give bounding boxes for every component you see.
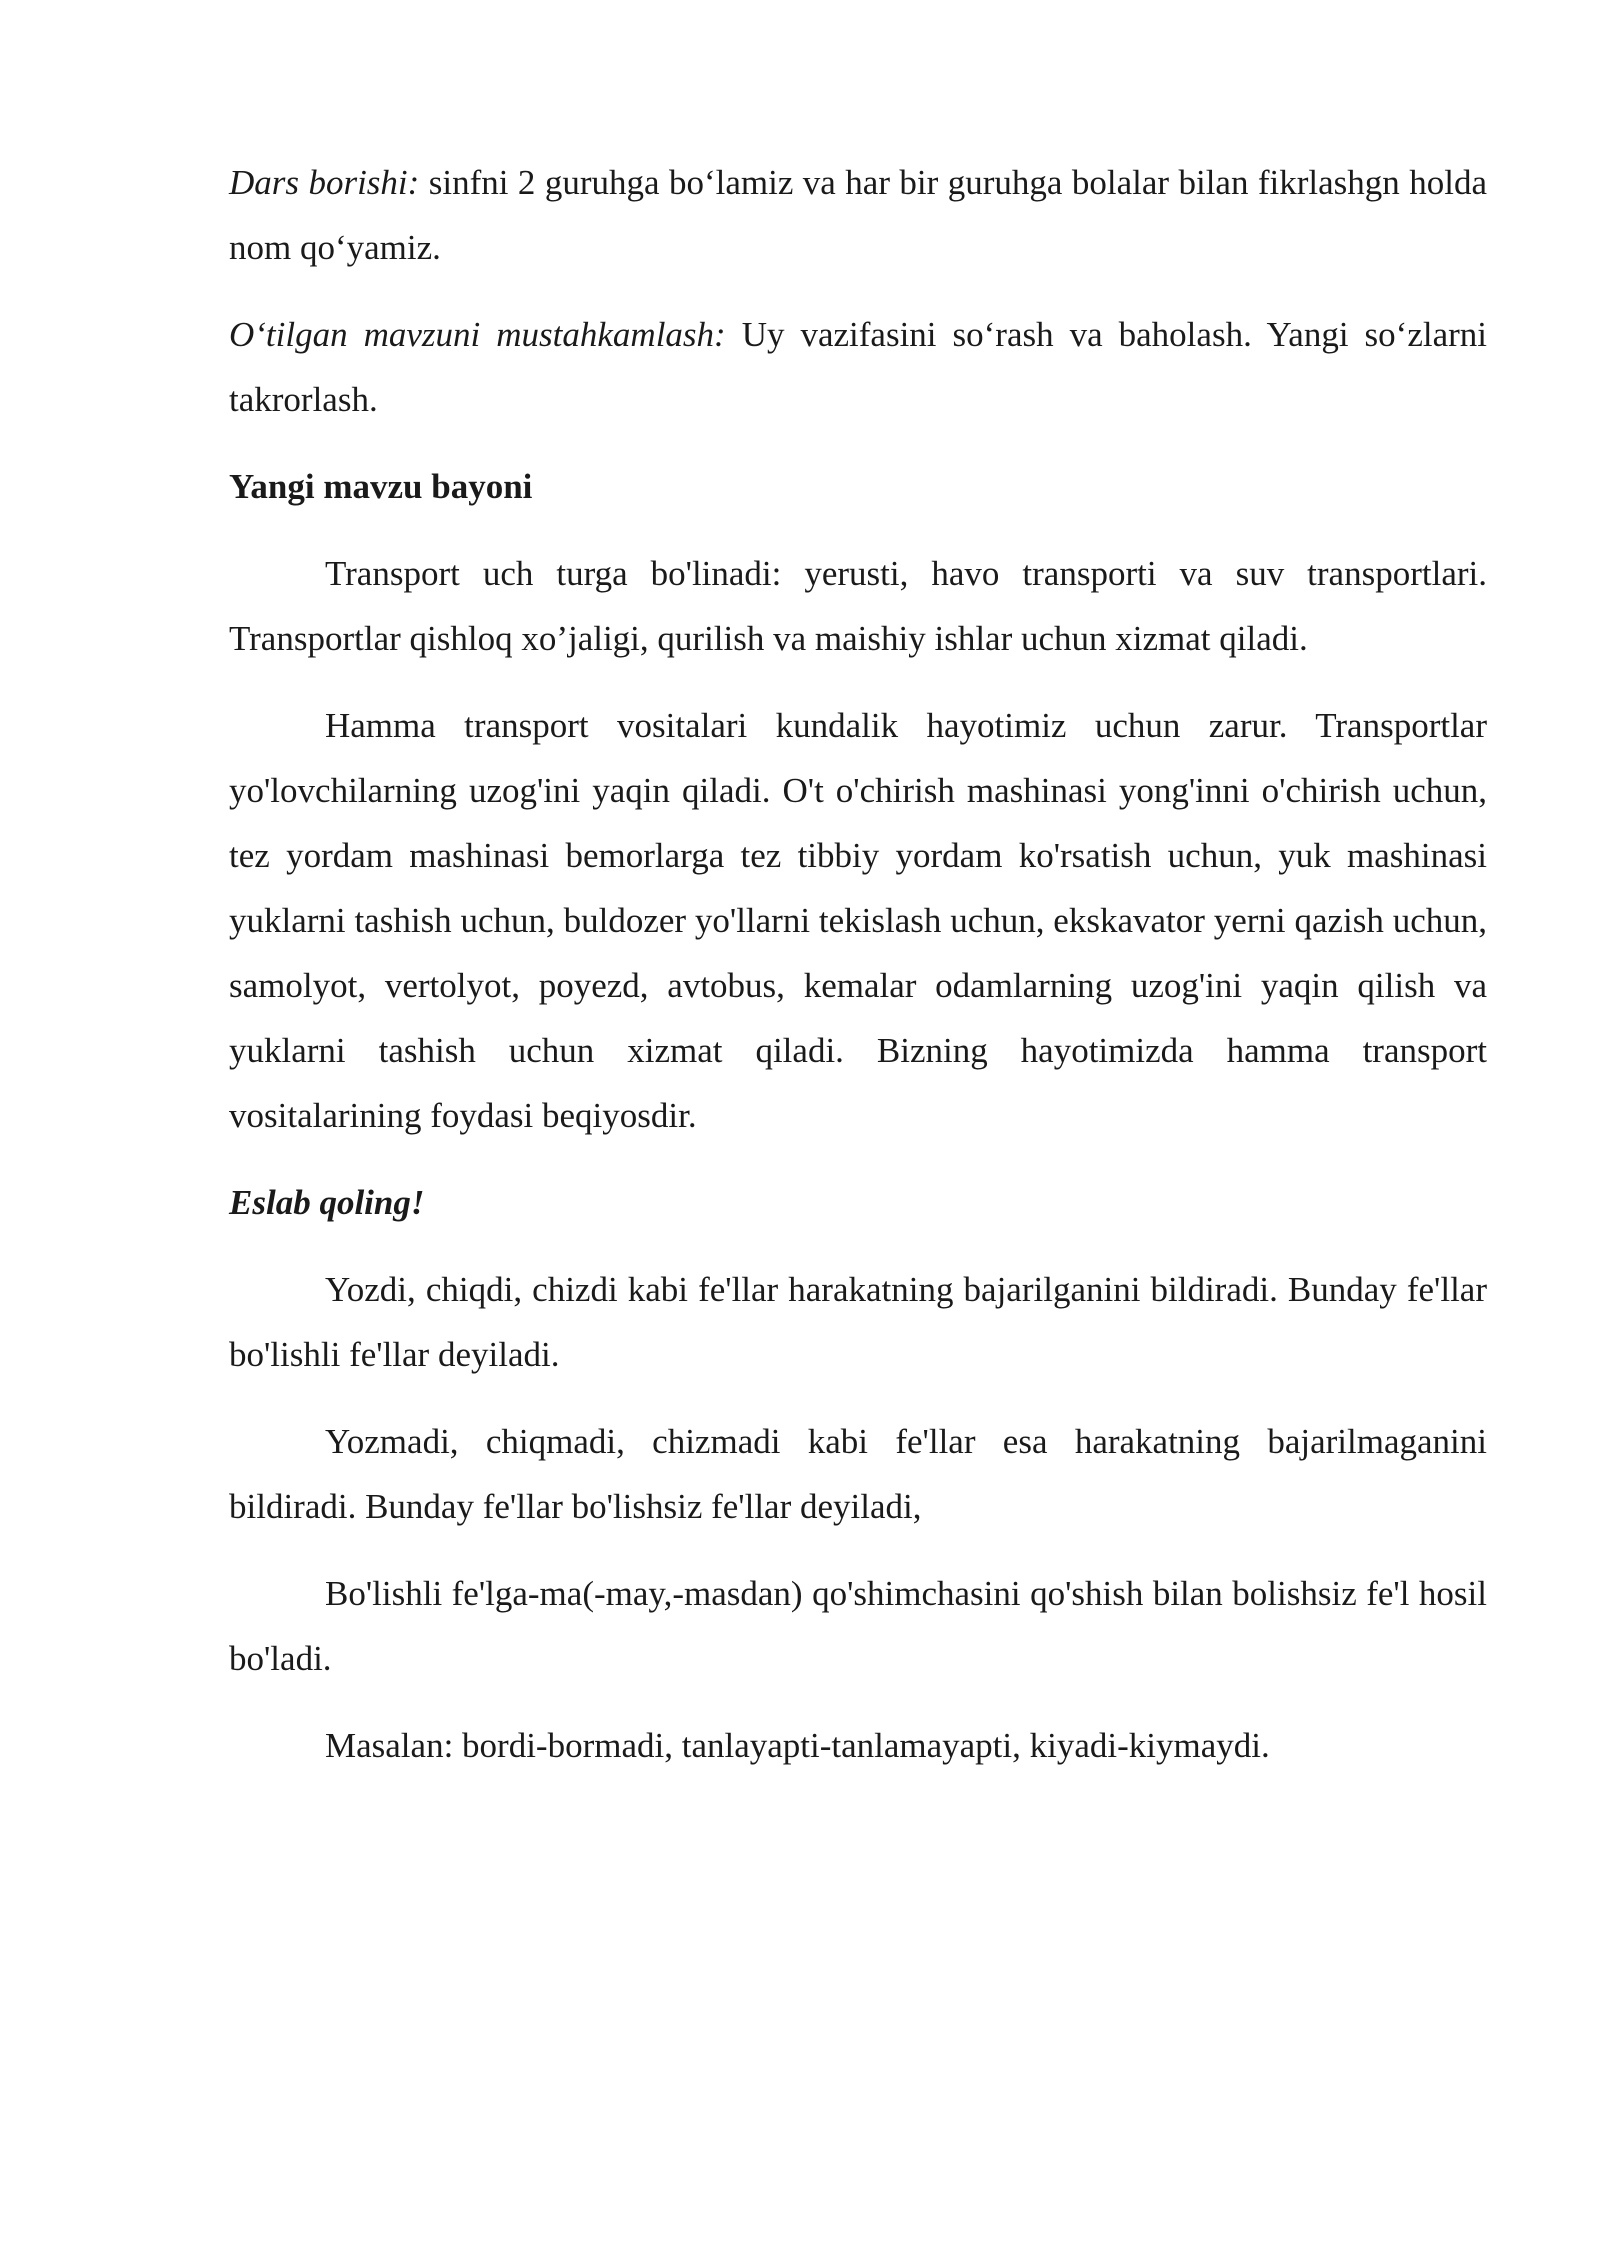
document-page <box>229 150 1487 1800</box>
lesson-procedure-paragraph <box>229 150 1487 280</box>
remember-heading: Eslab qoling! <box>229 1183 425 1222</box>
lesson-procedure-label: Dars borishi: <box>229 163 420 202</box>
reinforcement-label: O‘tilgan mavzuni mustahkamlash: <box>229 315 726 354</box>
lesson-procedure-text: sinfni 2 guruhga bo‘lamiz va har bir guruhga bolalar bilan fikrlashgn holda nom qo‘yamiz. <box>229 163 1487 267</box>
suffix-rule-paragraph: Bo'lishli fe'lga-ma(-may,-masdan) qo'shimchasini qo'shish bilan bolishsiz fe'l hosil bo'ladi. <box>229 1574 1487 1678</box>
examples-paragraph: Masalan: bordi-bormadi, tanlayapti-tanlamayapti, kiyadi-kiymaydi. <box>325 1726 1270 1765</box>
reinforcement-text: Uy vazifasini so‘rash va baholash. Yangi so‘zlarni takrorlash. <box>229 315 1487 419</box>
negative-verbs-paragraph: Yozmadi, chiqmadi, chizmadi kabi fe'llar esa harakatning bajarilmaganini bildiradi. Bunday fe'llar bo'lishsiz fe'llar deyiladi, <box>229 1422 1487 1526</box>
new-topic-heading: Yangi mavzu bayoni <box>229 467 533 506</box>
transport-importance-paragraph: Hamma transport vositalari kundalik hayotimiz uchun zarur. Transportlar yo'lovchilarning uzog'ini yaqin qiladi. O't o'chirish mashinasi yong'inni o'chirish uchun, tez yordam mashinasi bemorlarga tez tibbiy yordam ko'rsatish uchun, yuk mashinasi yuklarni tashish uchun, buldozer yo'llarni tekislash uchun, ekskavator yerni qazish uchun, samolyot, vertolyot, poyezd, avtobus, kemalar odamlarning uzog'ini yaqin qilish va yuklarni tashish uchun xizmat qiladi. Bizning hayotimizda hamma transport vositalarining foydasi beqiyosdir. <box>229 706 1487 1135</box>
affirmative-verbs-paragraph: Yozdi, chiqdi, chizdi kabi fe'llar harakatning bajarilganini bildiradi. Bunday fe'llar bo'lishli fe'llar deyiladi. <box>229 1270 1487 1374</box>
transport-types-paragraph: Transport uch turga bo'linadi: yerusti, havo transporti va suv transportlari. Transportlar qishloq xo’jaligi, qurilish va maishiy ishlar uchun xizmat qiladi. <box>229 554 1487 658</box>
reinforcement-paragraph <box>229 302 1487 432</box>
